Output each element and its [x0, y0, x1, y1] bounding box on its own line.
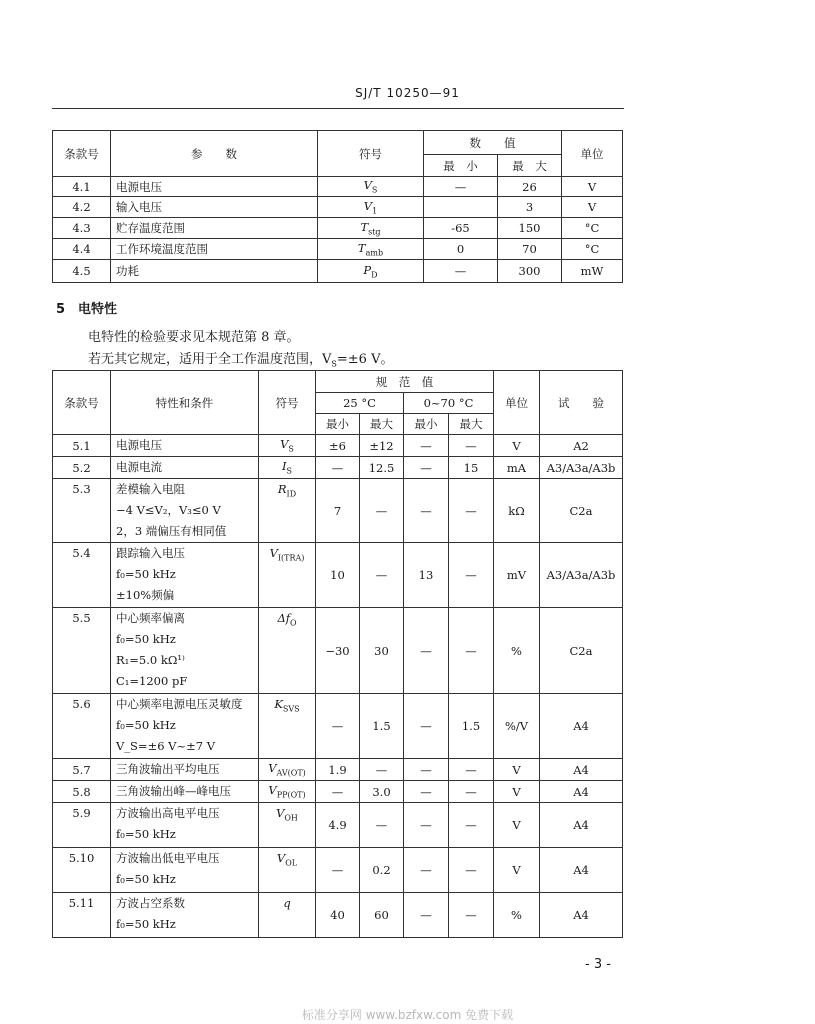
- ec-max-25: —: [360, 479, 404, 543]
- ratings-header-max: 最 大: [498, 155, 562, 177]
- ec-max-70: —: [449, 803, 494, 848]
- ec-condition-line: −4 V≤V₂，V₃≤0 V: [116, 503, 221, 517]
- ec-conditions: [111, 759, 259, 781]
- ec-symbol: [259, 694, 316, 759]
- symbol-letter: R: [277, 482, 287, 496]
- ec-header-clause: 条款号: [53, 371, 111, 435]
- ec-min-25: —: [316, 848, 360, 893]
- ratings-max: 70: [498, 239, 562, 260]
- ec-max-70: —: [449, 479, 494, 543]
- ec-max-70: —: [449, 435, 494, 457]
- ec-max-25: 1.5: [360, 694, 404, 759]
- ratings-header-param: 参 数: [111, 131, 318, 177]
- ec-row: [53, 781, 623, 803]
- ec-clause: 5.6: [53, 694, 111, 759]
- symbol-letter: V: [280, 437, 289, 452]
- header-rule: [52, 108, 624, 109]
- ratings-clause: 4.4: [53, 239, 111, 260]
- ratings-max: 300: [498, 260, 562, 283]
- ratings-header-symbol: 符号: [318, 131, 424, 177]
- ec-row: [53, 608, 623, 694]
- symbol-subscript: D: [371, 270, 378, 280]
- ec-min-70: 13: [404, 543, 449, 608]
- ec-clause: 5.9: [53, 803, 111, 848]
- ec-clause: 5.8: [53, 781, 111, 803]
- ec-symbol: [259, 848, 316, 893]
- ec-min-25: 10: [316, 543, 360, 608]
- ec-min-70: —: [404, 457, 449, 479]
- ec-header-25c: 25 °C: [316, 393, 404, 414]
- ec-test: A2: [540, 435, 623, 457]
- ratings-row: [53, 218, 623, 239]
- ratings-min: 0: [424, 239, 498, 260]
- ec-condition-line: 方波输出低电平电压: [116, 851, 220, 865]
- symbol-subscript: S: [371, 185, 378, 195]
- ratings-symbol: [318, 239, 424, 260]
- ec-clause: 5.4: [53, 543, 111, 608]
- ratings-max: 150: [498, 218, 562, 239]
- symbol-subscript: PP(OT): [276, 790, 306, 800]
- symbol-subscript: AV(OT): [276, 768, 306, 778]
- ec-condition-line: 方波占空系数: [116, 896, 185, 910]
- ec-min-25: ±6: [316, 435, 360, 457]
- ec-test: A3/A3a/A3b: [540, 543, 623, 608]
- ratings-max: 26: [498, 177, 562, 197]
- ec-unit: V: [494, 759, 540, 781]
- ec-condition-line: 中心频率电源电压灵敏度: [116, 697, 243, 711]
- ec-clause: 5.1: [53, 435, 111, 457]
- ratings-param: 电源电压: [111, 177, 318, 197]
- ratings-row: [53, 260, 623, 283]
- ec-clause: 5.3: [53, 479, 111, 543]
- ec-unit: V: [494, 803, 540, 848]
- ec-min-70: —: [404, 694, 449, 759]
- symbol-letter: V: [363, 198, 373, 213]
- ratings-unit: °C: [562, 218, 623, 239]
- ec-row: [53, 803, 623, 848]
- para2-sub: S: [331, 359, 337, 369]
- ec-condition-line: ±10%频偏: [116, 588, 175, 602]
- ec-max-70: —: [449, 781, 494, 803]
- ec-min-25: −30: [316, 608, 360, 694]
- symbol-subscript: I(TRA): [277, 553, 305, 563]
- ec-symbol: [259, 608, 316, 694]
- ec-max-25: 30: [360, 608, 404, 694]
- ec-header-0-70c: 0~70 °C: [404, 393, 494, 414]
- ratings-unit: V: [562, 197, 623, 218]
- symbol-subscript: stg: [368, 227, 381, 237]
- ec-row: [53, 479, 623, 543]
- ec-conditions: [111, 781, 259, 803]
- ec-min-25: 4.9: [316, 803, 360, 848]
- symbol-subscript: S: [288, 444, 294, 454]
- symbol-subscript: O: [290, 618, 297, 628]
- ec-unit: %: [494, 608, 540, 694]
- ec-row: [53, 457, 623, 479]
- ratings-symbol: [318, 260, 424, 283]
- ec-symbol: [259, 457, 316, 479]
- ec-symbol: [259, 479, 316, 543]
- ec-conditions: [111, 893, 259, 938]
- ec-min-70: —: [404, 479, 449, 543]
- ec-symbol: [259, 435, 316, 457]
- ec-clause: 5.10: [53, 848, 111, 893]
- ec-unit: mA: [494, 457, 540, 479]
- ec-header-characteristics: 特性和条件: [111, 371, 259, 435]
- ec-max-70: 15: [449, 457, 494, 479]
- ec-test: A4: [540, 848, 623, 893]
- ec-min-25: —: [316, 781, 360, 803]
- ratings-header-value: 数 值: [424, 131, 562, 155]
- ratings-unit: V: [562, 177, 623, 197]
- ec-condition-line: 三角波输出平均电压: [116, 762, 220, 776]
- symbol-subscript: OH: [284, 813, 298, 823]
- ec-symbol: [259, 543, 316, 608]
- ec-row: [53, 893, 623, 938]
- footer-watermark: 标准分享网 www.bzfxw.com 免费下载: [301, 1008, 514, 1022]
- page-number: - 3 -: [585, 957, 611, 972]
- symbol-letter: V: [363, 178, 372, 193]
- ec-row: [53, 543, 623, 608]
- ec-header-spec: 规 范 值: [316, 371, 494, 393]
- ec-unit: %/V: [494, 694, 540, 759]
- symbol-letter: K: [274, 697, 283, 711]
- ec-min-25: —: [316, 457, 360, 479]
- ratings-table: [52, 130, 623, 283]
- ec-symbol: [259, 803, 316, 848]
- ec-unit: V: [494, 781, 540, 803]
- ec-condition-line: f₀=50 kHz: [116, 567, 176, 581]
- ratings-symbol: [318, 218, 424, 239]
- ratings-min: [424, 197, 498, 218]
- symbol-letter: V: [269, 546, 278, 560]
- ec-test: A4: [540, 759, 623, 781]
- symbol-letter: T: [360, 219, 369, 234]
- ratings-min: -65: [424, 218, 498, 239]
- ec-max-70: —: [449, 893, 494, 938]
- ec-min-70: —: [404, 608, 449, 694]
- ratings-symbol: [318, 177, 424, 197]
- ec-max-25: —: [360, 803, 404, 848]
- ec-condition-line: R₁=5.0 kΩ¹⁾: [116, 653, 185, 667]
- ec-condition-line: f₀=50 kHz: [116, 917, 176, 931]
- para2-text: 若无其它规定，适用于全工作温度范围，V: [88, 352, 332, 367]
- ec-unit: mV: [494, 543, 540, 608]
- ratings-unit: °C: [562, 239, 623, 260]
- ec-conditions: [111, 694, 259, 759]
- symbol-letter: I: [281, 459, 287, 474]
- ec-row: [53, 759, 623, 781]
- ratings-row: [53, 177, 623, 197]
- ec-max-25: 0.2: [360, 848, 404, 893]
- ec-max-25: —: [360, 543, 404, 608]
- ec-conditions: [111, 608, 259, 694]
- ec-unit: kΩ: [494, 479, 540, 543]
- ratings-header-unit: 单位: [562, 131, 623, 177]
- ec-header-unit: 单位: [494, 371, 540, 435]
- ratings-symbol: [318, 197, 424, 218]
- ec-min-25: 40: [316, 893, 360, 938]
- ec-condition-line: 2，3 端偏压有相同值: [116, 524, 227, 538]
- symbol-subscript: amb: [365, 248, 384, 258]
- symbol-letter: Δf: [277, 611, 290, 625]
- ec-symbol: [259, 781, 316, 803]
- ec-condition-line: 差模输入电阻: [116, 482, 185, 496]
- symbol-subscript: SVS: [282, 704, 300, 714]
- ec-min-25: 7: [316, 479, 360, 543]
- ratings-min: —: [424, 260, 498, 283]
- ratings-param: 功耗: [111, 260, 318, 283]
- ratings-clause: 4.2: [53, 197, 111, 218]
- ec-test: A4: [540, 803, 623, 848]
- symbol-letter: V: [276, 851, 286, 865]
- ec-header-min-70: 最小: [404, 414, 449, 435]
- ec-max-25: —: [360, 759, 404, 781]
- ec-condition-line: 三角波输出峰—峰电压: [116, 784, 231, 798]
- ratings-header-clause: 条款号: [53, 131, 111, 177]
- ec-conditions: [111, 435, 259, 457]
- ec-min-70: —: [404, 759, 449, 781]
- ec-condition-line: 方波输出高电平电压: [116, 806, 220, 820]
- ec-test: A3/A3a/A3b: [540, 457, 623, 479]
- ec-min-70: —: [404, 803, 449, 848]
- ec-test: C2a: [540, 608, 623, 694]
- ec-min-70: —: [404, 893, 449, 938]
- ec-conditions: [111, 479, 259, 543]
- ec-row: [53, 694, 623, 759]
- ec-header-symbol: 符号: [259, 371, 316, 435]
- ratings-header-min: 最 小: [424, 155, 498, 177]
- ratings-unit: mW: [562, 260, 623, 283]
- ec-min-70: —: [404, 848, 449, 893]
- symbol-letter: q: [283, 896, 291, 910]
- ec-test: A4: [540, 694, 623, 759]
- ratings-clause: 4.5: [53, 260, 111, 283]
- ec-condition-line: 电源电压: [116, 438, 162, 452]
- ec-max-70: —: [449, 543, 494, 608]
- ec-test: A4: [540, 893, 623, 938]
- ratings-row: [53, 197, 623, 218]
- symbol-letter: T: [357, 240, 366, 255]
- ec-condition-line: V_S=±6 V~±7 V: [116, 739, 216, 753]
- ec-header-min-25: 最小: [316, 414, 360, 435]
- ratings-param: 输入电压: [111, 197, 318, 218]
- ratings-min: —: [424, 177, 498, 197]
- ec-clause: 5.11: [53, 893, 111, 938]
- ec-max-25: 12.5: [360, 457, 404, 479]
- ec-condition-line: f₀=50 kHz: [116, 718, 176, 732]
- ec-conditions: [111, 803, 259, 848]
- symbol-letter: V: [268, 783, 277, 798]
- ec-max-70: 1.5: [449, 694, 494, 759]
- symbol-letter: V: [276, 806, 285, 820]
- ec-header-max-25: 最大: [360, 414, 404, 435]
- ratings-param: 工作环境温度范围: [111, 239, 318, 260]
- ec-symbol: [259, 893, 316, 938]
- ec-header-max-70: 最大: [449, 414, 494, 435]
- ec-clause: 5.7: [53, 759, 111, 781]
- ec-min-70: —: [404, 781, 449, 803]
- ec-min-25: —: [316, 694, 360, 759]
- para2-tail: =±6 V。: [336, 352, 394, 367]
- ec-header-test: 试 验: [540, 371, 623, 435]
- ec-conditions: [111, 543, 259, 608]
- ec-max-70: —: [449, 759, 494, 781]
- ec-row: [53, 848, 623, 893]
- ec-condition-line: 跟踪输入电压: [116, 546, 185, 560]
- ec-min-70: —: [404, 435, 449, 457]
- symbol-subscript: ID: [286, 489, 297, 499]
- symbol-subscript: OL: [285, 858, 298, 868]
- ec-condition-line: 电源电流: [116, 460, 162, 474]
- ec-max-70: —: [449, 848, 494, 893]
- ec-min-25: 1.9: [316, 759, 360, 781]
- ec-unit: V: [494, 435, 540, 457]
- document-code-header: SJ/T 10250—91: [355, 86, 460, 100]
- ratings-clause: 4.3: [53, 218, 111, 239]
- symbol-subscript: S: [286, 466, 293, 476]
- ratings-row: [53, 239, 623, 260]
- section-5-paragraph-2: [88, 348, 393, 369]
- ratings-clause: 4.1: [53, 177, 111, 197]
- ec-max-25: 3.0: [360, 781, 404, 803]
- ec-symbol: [259, 759, 316, 781]
- ratings-max: 3: [498, 197, 562, 218]
- ec-max-25: ±12: [360, 435, 404, 457]
- ec-max-25: 60: [360, 893, 404, 938]
- ec-row: [53, 435, 623, 457]
- ratings-param: 贮存温度范围: [111, 218, 318, 239]
- symbol-letter: V: [268, 761, 277, 776]
- ec-condition-line: C₁=1200 pF: [116, 674, 188, 688]
- ec-test: A4: [540, 781, 623, 803]
- ec-condition-line: f₀=50 kHz: [116, 632, 176, 646]
- symbol-letter: P: [363, 262, 372, 277]
- ec-condition-line: 中心频率偏离: [116, 611, 185, 625]
- ec-conditions: [111, 848, 259, 893]
- ec-condition-line: f₀=50 kHz: [116, 827, 176, 841]
- electrical-characteristics-table: [52, 370, 623, 938]
- ec-unit: V: [494, 848, 540, 893]
- ec-test: C2a: [540, 479, 623, 543]
- ec-unit: %: [494, 893, 540, 938]
- section-5-paragraph-1: 电特性的检验要求见本规范第 8 章。: [88, 330, 300, 345]
- ec-max-70: —: [449, 608, 494, 694]
- section-5-title: 5 电特性: [56, 302, 118, 317]
- symbol-subscript: 1: [372, 206, 378, 216]
- ec-condition-line: f₀=50 kHz: [116, 872, 176, 886]
- ec-clause: 5.2: [53, 457, 111, 479]
- ec-clause: 5.5: [53, 608, 111, 694]
- ec-conditions: [111, 457, 259, 479]
